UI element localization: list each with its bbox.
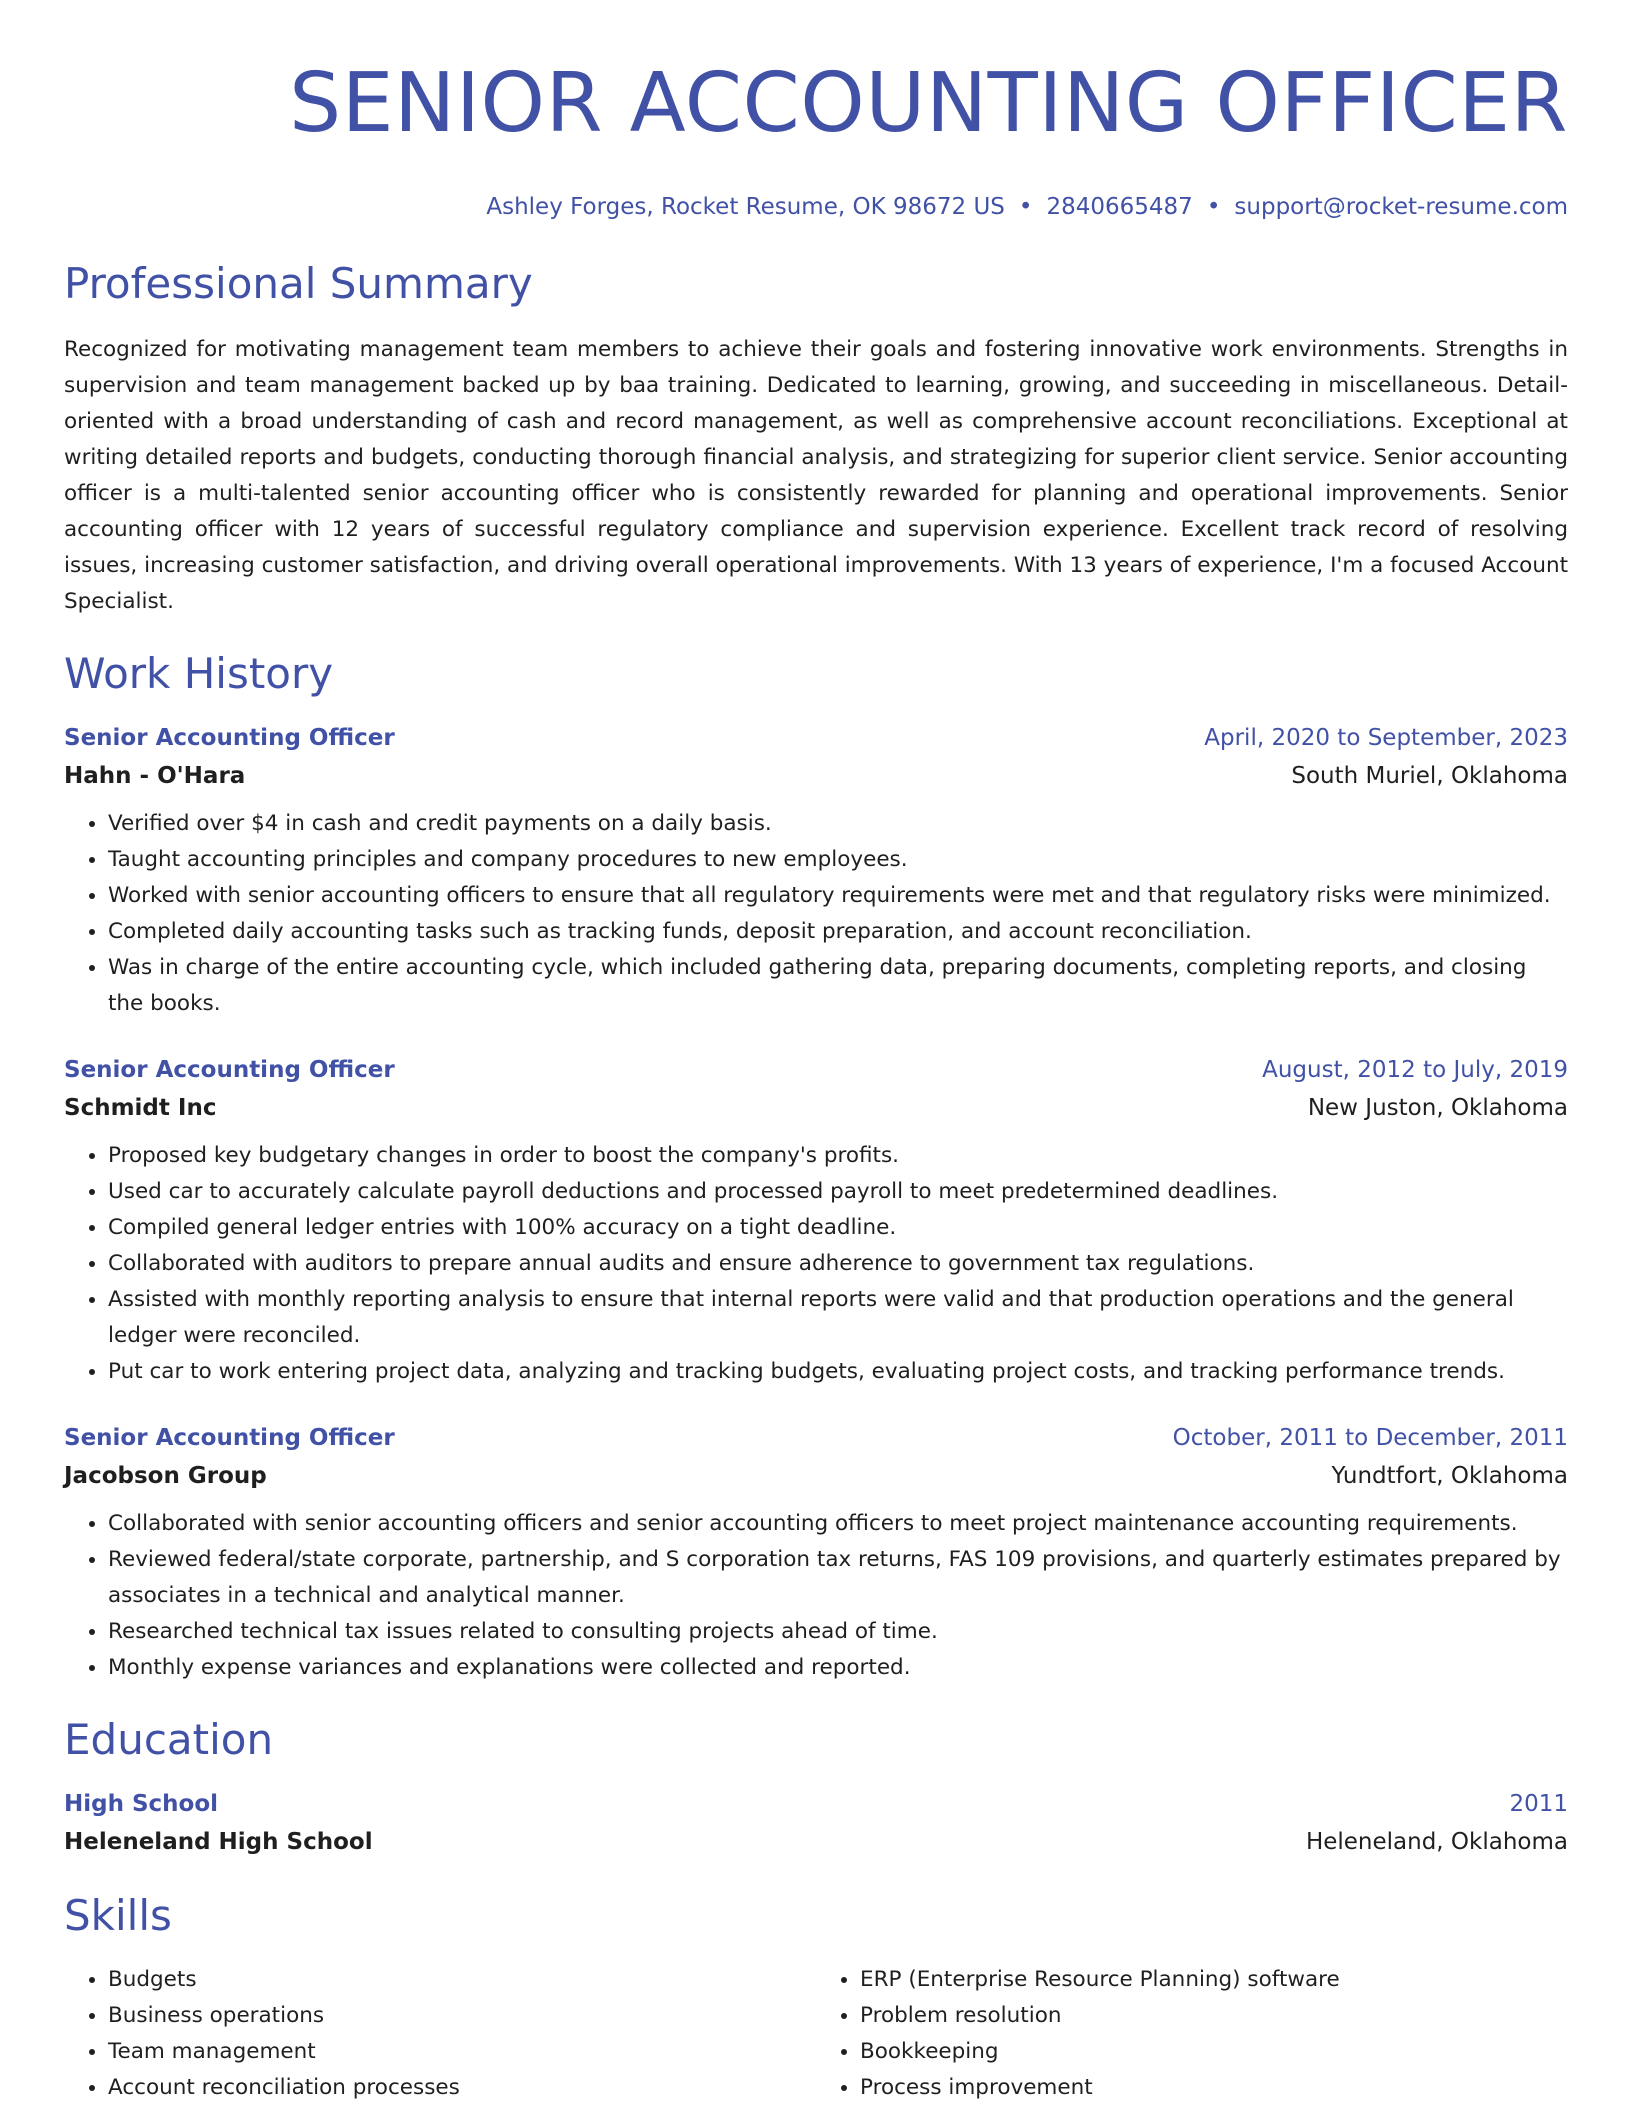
job-title: Senior Accounting Officer (64, 725, 395, 751)
summary-section (64, 258, 1568, 620)
skill-item: • Bookkeeping (860, 2034, 1568, 2070)
job-dates: August, 2012 to July, 2019 (1262, 1057, 1568, 1083)
job-bullet: • Verified over $4 in cash and credit payments on a daily basis. (108, 806, 1568, 842)
separator-dot: • (1206, 194, 1221, 220)
contact-email[interactable]: support@rocket-resume.com (1234, 194, 1568, 220)
education-section (64, 1714, 1568, 1862)
job-bullet: • Compiled general ledger entries with 100% accuracy on a tight deadline. (108, 1210, 1568, 1246)
job-location: New Juston, Oklahoma (1307, 1095, 1568, 1121)
skill-item: • ERP (Enterprise Resource Planning) software (860, 1962, 1568, 1998)
work-history-section (64, 648, 1568, 1686)
job-bullet: • Collaborated with senior accounting officers and senior accounting officers to meet project maintenance accounting requirements. (108, 1506, 1568, 1542)
job-entry (64, 720, 1568, 1022)
resume-title: SENIOR ACCOUNTING OFFICER (289, 56, 1568, 151)
job-title: Senior Accounting Officer (64, 1057, 395, 1083)
education-degree: High School (64, 1791, 219, 1817)
job-dates: April, 2020 to September, 2023 (1204, 725, 1568, 751)
job-bullet: • Worked with senior accounting officers to ensure that all regulatory requirements were met and that regulatory risks were minimized. (108, 878, 1568, 914)
skills-heading: Skills (64, 1891, 172, 1940)
job-bullet: • Was in charge of the entire accounting cycle, which included gathering data, preparing documents, completing reports, and closing the books. (108, 950, 1568, 1022)
job-dates: October, 2011 to December, 2011 (1172, 1425, 1568, 1451)
job-bullet: • Assisted with monthly reporting analysis to ensure that internal reports were valid and that production operations and the general ledger were reconciled. (108, 1282, 1568, 1354)
skill-item: • Budgets (108, 1962, 816, 1998)
job-company: Schmidt Inc (64, 1095, 217, 1121)
job-bullet: • Completed daily accounting tasks such as tracking funds, deposit preparation, and account reconciliation. (108, 914, 1568, 950)
job-bullet: • Proposed key budgetary changes in order to boost the company's profits. (108, 1138, 1568, 1174)
contact-phone: 2840665487 (1046, 194, 1193, 220)
job-bullet: • Reviewed federal/state corporate, partnership, and S corporation tax returns, FAS 109 provisions, and quarterly estimates prepared by associates in a technical and analytical manner. (108, 1542, 1568, 1614)
education-heading: Education (64, 1715, 274, 1764)
job-bullets (64, 1138, 1568, 1390)
job-bullet: • Researched technical tax issues related to consulting projects ahead of time. (108, 1614, 1568, 1650)
summary-heading: Professional Summary (64, 259, 533, 308)
summary-text: Recognized for motivating management team members to achieve their goals and fostering innovative work environments. Strengths in supervision and team management backed up by baa training. Dedicated to learning, growing, and succeeding in miscellaneous. Detail-oriented with a broad understanding of cash and record management, as well as comprehensive account reconciliations. Exceptional at writing detailed reports and budgets, conducting thorough financial analysis, and strategizing for superior client service. Senior accounting officer is a multi-talented senior accounting officer who is consistently rewarded for planning and operational improvements. Senior accounting officer with 12 years of successful regulatory compliance and supervision experience. Excellent track record of resolving issues, increasing customer satisfaction, and driving overall operational improvements. With 13 years of experience, I'm a focused Account Specialist. (64, 337, 1569, 614)
job-entry (64, 1420, 1568, 1686)
skill-item: • Problem resolution (860, 1998, 1568, 2034)
job-entry (64, 1052, 1568, 1390)
contact-line (64, 192, 1568, 222)
job-title: Senior Accounting Officer (64, 1425, 395, 1451)
skills-column-left (64, 1962, 816, 2106)
education-school: Heleneland High School (64, 1829, 373, 1855)
skills-section (64, 1890, 1568, 2106)
skill-item: • Business operations (108, 1998, 816, 2034)
job-bullet: • Monthly expense variances and explanations were collected and reported. (108, 1650, 1568, 1686)
job-bullet: • Collaborated with auditors to prepare annual audits and ensure adherence to government tax regulations. (108, 1246, 1568, 1282)
job-company: Jacobson Group (64, 1463, 267, 1489)
skill-item: • Team management (108, 2034, 816, 2070)
education-year: 2011 (1509, 1791, 1568, 1817)
education-location: Heleneland, Oklahoma (1305, 1829, 1568, 1855)
job-bullets (64, 806, 1568, 1022)
job-location: Yundtfort, Oklahoma (1331, 1463, 1568, 1489)
job-bullets (64, 1506, 1568, 1686)
skills-grid (64, 1962, 1568, 2106)
contact-address: Ashley Forges, Rocket Resume, OK 98672 US (486, 194, 1005, 220)
job-bullet: • Taught accounting principles and company procedures to new employees. (108, 842, 1568, 878)
job-bullet: • Used car to accurately calculate payroll deductions and processed payroll to meet predetermined deadlines. (108, 1174, 1568, 1210)
skill-item: • Account reconciliation processes (108, 2070, 816, 2106)
job-bullet: • Put car to work entering project data, analyzing and tracking budgets, evaluating project costs, and tracking performance trends. (108, 1354, 1568, 1390)
job-location: South Muriel, Oklahoma (1291, 763, 1568, 789)
separator-dot: • (1018, 194, 1033, 220)
work-history-heading: Work History (64, 649, 334, 698)
education-entry (64, 1786, 1568, 1862)
job-company: Hahn - O'Hara (64, 763, 246, 789)
skills-column-right (816, 1962, 1568, 2106)
skill-item: • Process improvement (860, 2070, 1568, 2106)
